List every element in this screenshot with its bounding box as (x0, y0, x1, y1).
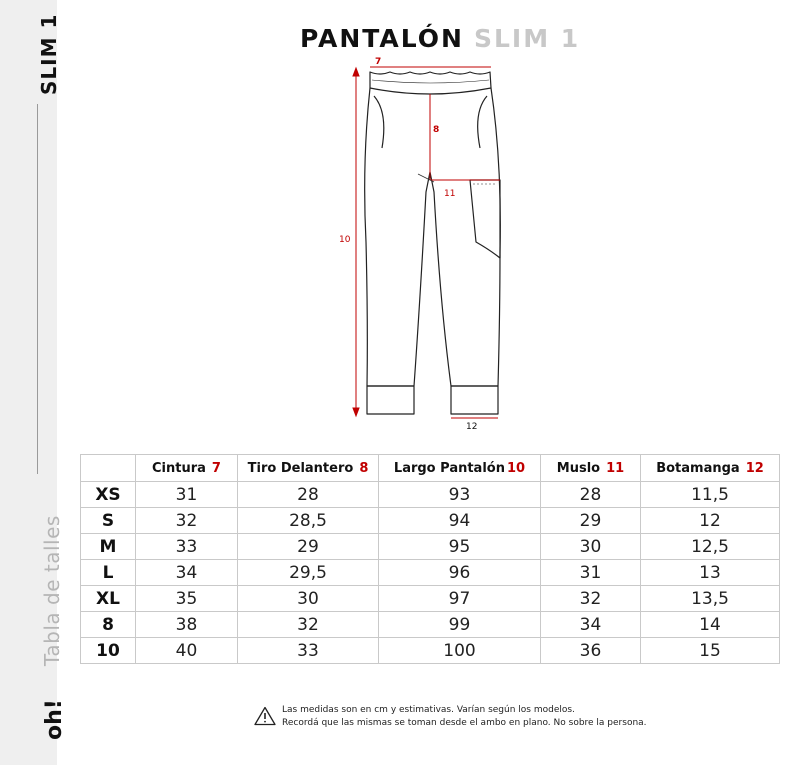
table-header-row (81, 455, 780, 482)
header-botamanga: Botamanga 12 (641, 455, 780, 482)
table-cell: 12,5 (641, 534, 780, 560)
table-cell: 13 (641, 560, 780, 586)
right-cuff (451, 386, 498, 414)
table-cell: 38 (136, 612, 238, 638)
table-cell: 33 (238, 638, 379, 664)
table-row (81, 560, 780, 586)
table-cell: 100 (379, 638, 541, 664)
table-cell: 30 (238, 586, 379, 612)
table-cell: 32 (541, 586, 641, 612)
table-row (81, 638, 780, 664)
table-cell: 30 (541, 534, 641, 560)
label-thigh: 11 (444, 189, 456, 199)
table-cell: 31 (541, 560, 641, 586)
size-table (80, 454, 780, 664)
title-model: SLIM 1 (473, 24, 581, 53)
right-pocket (478, 96, 487, 148)
side-band (0, 0, 67, 765)
header-cintura: Cintura 7 (136, 455, 238, 482)
left-cuff (367, 386, 414, 414)
table-row (81, 508, 780, 534)
size-cell: XS (81, 482, 136, 508)
label-waist: 7 (375, 57, 382, 67)
table-cell: 31 (136, 482, 238, 508)
title-main: PANTALÓN (300, 24, 464, 53)
table-cell: 96 (379, 560, 541, 586)
header-blank (81, 455, 136, 482)
size-cell: XL (81, 586, 136, 612)
table-cell: 93 (379, 482, 541, 508)
table-row (81, 612, 780, 638)
table-cell: 32 (136, 508, 238, 534)
table-cell: 28 (541, 482, 641, 508)
table-cell: 34 (136, 560, 238, 586)
thigh-pocket (470, 180, 500, 258)
table-cell: 36 (541, 638, 641, 664)
label-hem: 12 (466, 422, 478, 432)
table-cell: 12 (641, 508, 780, 534)
table-cell: 29,5 (238, 560, 379, 586)
size-cell: 10 (81, 638, 136, 664)
table-cell: 35 (136, 586, 238, 612)
table-cell: 29 (541, 508, 641, 534)
left-pocket (374, 96, 384, 148)
header-muslo: Muslo 11 (541, 455, 641, 482)
table-cell: 29 (238, 534, 379, 560)
size-cell: L (81, 560, 136, 586)
table-row (81, 534, 780, 560)
table-cell: 28,5 (238, 508, 379, 534)
header-largo: Largo Pantalón 10 (379, 455, 541, 482)
table-cell: 32 (238, 612, 379, 638)
footnote-line-2: Recordá que las mismas se toman desde el ambo en plano. No sobre la persona. (282, 718, 647, 728)
size-cell: 8 (81, 612, 136, 638)
table-cell: 97 (379, 586, 541, 612)
pants-diagram (330, 52, 520, 437)
label-length: 10 (339, 235, 351, 245)
table-cell: 15 (641, 638, 780, 664)
page-title (300, 24, 580, 53)
footnote-text (282, 704, 647, 730)
table-cell: 33 (136, 534, 238, 560)
side-subtitle: Tabla de talles (40, 515, 64, 666)
table-row (81, 586, 780, 612)
table-row (81, 482, 780, 508)
table-cell: 11,5 (641, 482, 780, 508)
table-cell: 13,5 (641, 586, 780, 612)
table-cell: 28 (238, 482, 379, 508)
footnote-line-1: Las medidas son en cm y estimativas. Varían según los modelos. (282, 705, 575, 715)
warning-icon (254, 706, 276, 726)
label-rise: 8 (433, 125, 440, 135)
table-cell: 34 (541, 612, 641, 638)
side-divider (37, 104, 38, 474)
size-cell: M (81, 534, 136, 560)
table-cell: 95 (379, 534, 541, 560)
table-cell: 99 (379, 612, 541, 638)
table-cell: 94 (379, 508, 541, 534)
table-cell: 14 (641, 612, 780, 638)
size-cell: S (81, 508, 136, 534)
side-model-title: SLIM 1 (37, 13, 61, 95)
table-cell: 40 (136, 638, 238, 664)
header-tiro: Tiro Delantero 8 (238, 455, 379, 482)
brand-logo: oh! (42, 699, 67, 740)
